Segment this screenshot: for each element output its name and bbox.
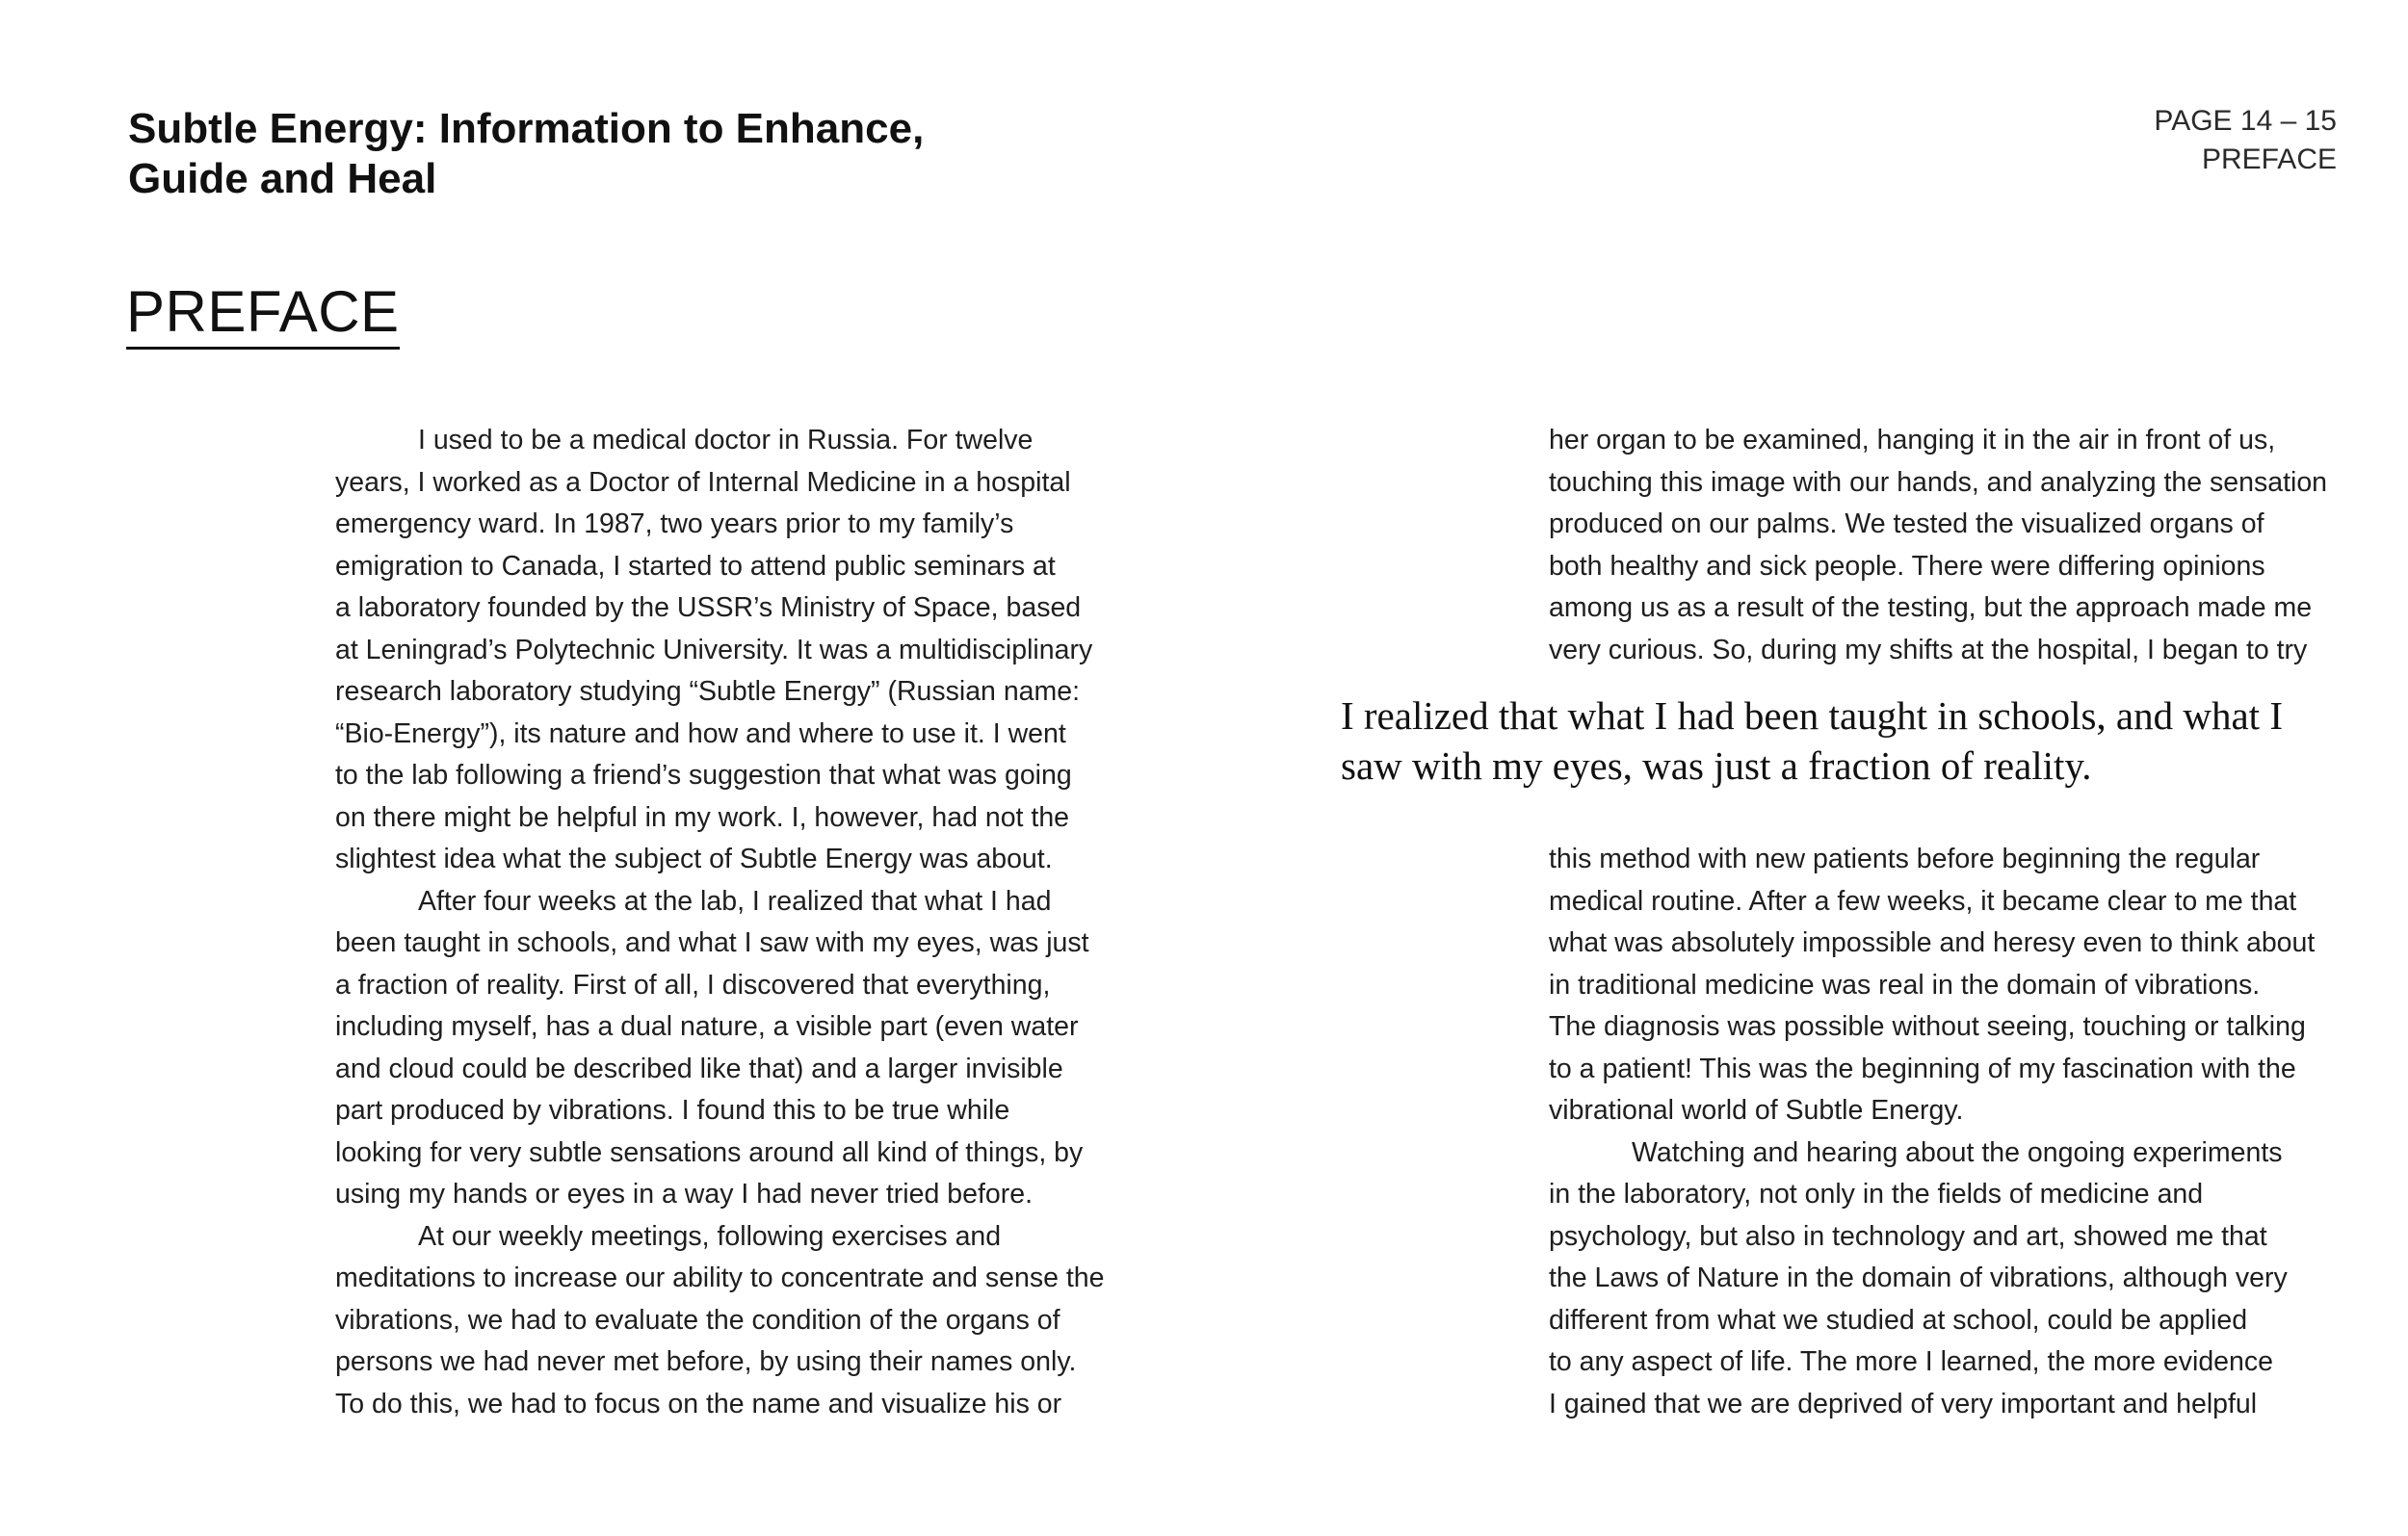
body-text-line: been taught in schools, and what I saw with my eyes, was just (335, 927, 1089, 958)
body-text-line: medical routine. After a few weeks, it became clear to me that (1549, 885, 2297, 917)
body-text-line: the Laws of Nature in the domain of vibrations, although very (1549, 1263, 2288, 1293)
body-text-line: emergency ward. In 1987, two years prior to my family’s (335, 508, 1014, 539)
body-text-line: emigration to Canada, I started to attend public seminars at (335, 550, 1056, 582)
body-text-line: to the lab following a friend’s suggestion that what was going (335, 760, 1072, 791)
body-text-line: including myself, has a dual nature, a visible part (even water (335, 1011, 1079, 1042)
body-text-line: on there might be helpful in my work. I, however, had not the (335, 801, 1070, 833)
body-text-line: persons we had never met before, by using their names only. (335, 1346, 1077, 1377)
body-text-line: in traditional medicine was real in the domain of vibrations. (1549, 969, 2261, 1001)
body-text-line: produced on our palms. We tested the visualized organs of (1549, 508, 2264, 539)
body-text-line: a laboratory founded by the USSR’s Ministry of Space, based (335, 592, 1082, 623)
left-text-column (335, 420, 1144, 1425)
body-text-line: looking for very subtle sensations around all kind of things, by (335, 1136, 1084, 1168)
body-text-line: slightest idea what the subject of Subtle Energy was about. (335, 844, 1053, 874)
pull-quote (1341, 690, 2362, 791)
body-text-line: to a patient! This was the beginning of my fascination with the (1549, 1053, 2296, 1084)
page-range: PAGE 14 – 15 (2154, 105, 2337, 137)
body-text-line: her organ to be examined, hanging it in the air in front of us, (1549, 425, 2276, 456)
body-text-line: Watching and hearing about the ongoing experiments (1632, 1136, 2283, 1168)
body-text-line: To do this, we had to focus on the name and visualize his or (335, 1388, 1062, 1419)
body-text-line: using my hands or eyes in a way I had never tried before. (335, 1179, 1033, 1210)
body-text-line: years, I worked as a Doctor of Internal Medicine in a hospital (335, 466, 1071, 498)
body-text-line: I used to be a medical doctor in Russia. For twelve (418, 425, 1034, 456)
body-text-line: to any aspect of life. The more I learned, the more evidence (1549, 1346, 2273, 1377)
body-text-line: and cloud could be described like that) and a larger invisible (335, 1053, 1063, 1084)
right-text-column-bottom (1549, 839, 2358, 1425)
running-section-label: PREFACE (2201, 143, 2337, 175)
pull-quote-line: I realized that what I had been taught in schools, and what I (1341, 693, 2283, 738)
body-text-line: in the laboratory, not only in the fields of medicine and (1549, 1179, 2204, 1210)
body-text-line: among us as a result of the testing, but the approach made me (1549, 592, 2313, 623)
body-text-line: this method with new patients before beginning the regular (1549, 844, 2261, 874)
right-text-column-top (1549, 420, 2358, 671)
body-text-line: “Bio-Energy”), its nature and how and where to use it. I went (335, 717, 1066, 749)
body-text-line: touching this image with our hands, and analyzing the sensation (1549, 466, 2328, 498)
body-text-line: vibrations, we had to evaluate the condition of the organs of (335, 1304, 1060, 1336)
body-text-line: part produced by vibrations. I found this to be true while (335, 1095, 1010, 1126)
body-text-line: meditations to increase our ability to concentrate and sense the (335, 1263, 1105, 1293)
body-text-line: what was absolutely impossible and heresy even to think about (1549, 927, 2316, 958)
body-text-line: At our weekly meetings, following exercises and (418, 1220, 1002, 1252)
body-text-line: research laboratory studying “Subtle Energy” (Russian name: (335, 676, 1081, 707)
book-title-line: Guide and Heal (128, 155, 437, 202)
body-text-line: both healthy and sick people. There were differing opinions (1549, 550, 2265, 582)
body-text-line: a fraction of reality. First of all, I discovered that everything, (335, 969, 1051, 1001)
book-title-line: Subtle Energy: Information to Enhance, (128, 105, 925, 152)
body-text-line: vibrational world of Subtle Energy. (1549, 1095, 1964, 1126)
page-info (2154, 102, 2337, 179)
body-text-line: I gained that we are deprived of very important and helpful (1549, 1388, 2258, 1419)
pull-quote-line: saw with my eyes, was just a fraction of reality. (1341, 743, 2092, 788)
book-title (128, 104, 995, 204)
section-heading: PREFACE (126, 277, 400, 350)
body-text-line: very curious. So, during my shifts at the hospital, I began to try (1549, 634, 2308, 665)
body-text-line: After four weeks at the lab, I realized that what I had (418, 885, 1052, 917)
body-text-line: different from what we studied at school, could be applied (1549, 1304, 2248, 1336)
body-text-line: The diagnosis was possible without seeing, touching or talking (1549, 1011, 2306, 1042)
body-text-line: psychology, but also in technology and art, showed me that (1549, 1220, 2267, 1252)
body-text-line: at Leningrad’s Polytechnic University. It was a multidisciplinary (335, 634, 1093, 665)
